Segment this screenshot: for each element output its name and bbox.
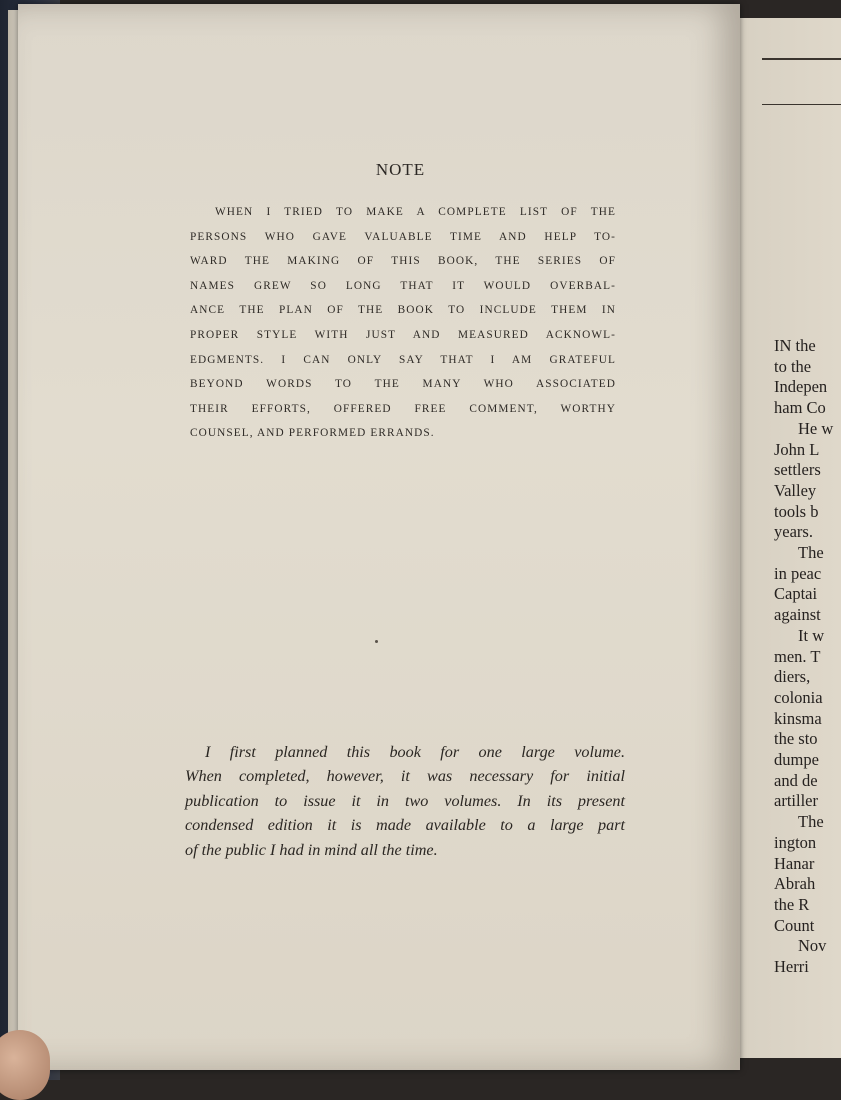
right-line: Herri — [774, 957, 809, 977]
italic-line: When completed, however, it was necessary for initial — [185, 767, 625, 786]
right-line: and de — [774, 770, 818, 790]
right-line: Hanar — [774, 853, 815, 873]
note-line: WARD THE MAKING OF THIS BOOK, THE SERIES OF — [190, 255, 616, 268]
right-line: Captai — [774, 584, 818, 604]
right-line: IN the — [774, 336, 816, 355]
note-line: BEYOND WORDS TO THE MANY WHO ASSOCIATED — [190, 378, 616, 391]
italic-line: I first planned this book for one large volume. — [205, 743, 625, 761]
italic-paragraph — [185, 740, 625, 862]
right-line: against — [774, 605, 821, 625]
note-line: EDGMENTS. I CAN ONLY SAY THAT I AM GRATEFUL — [190, 353, 616, 366]
right-line: to the — [774, 356, 812, 376]
right-line: ham Co — [774, 398, 826, 418]
right-page-text — [774, 336, 833, 978]
right-line: men. T — [774, 646, 821, 666]
note-line: THEIR EFFORTS, OFFERED FREE COMMENT, WORTHY — [190, 402, 616, 415]
italic-line: condensed edition it is made available to a large part — [185, 816, 625, 835]
right-line: Valley — [774, 480, 817, 500]
ink-dot — [375, 640, 378, 643]
right-line: in peac — [774, 563, 822, 583]
right-line: colonia — [774, 687, 823, 707]
right-page-rule — [762, 104, 841, 105]
thumb — [0, 1030, 50, 1100]
note-line: ANCE THE PLAN OF THE BOOK TO INCLUDE THEM IN — [190, 304, 616, 317]
right-line: diers, — [774, 667, 811, 687]
note-line: COUNSEL, AND PERFORMED ERRANDS. — [190, 427, 435, 440]
right-line: dumpe — [774, 750, 819, 770]
right-page-rule — [762, 58, 841, 60]
right-line: tools b — [774, 501, 819, 521]
right-line: artiller — [774, 791, 818, 811]
italic-line: publication to issue it in two volumes. In its present — [185, 791, 625, 810]
note-paragraph — [190, 200, 616, 446]
right-line: He w — [798, 418, 834, 438]
right-line: Count — [774, 915, 815, 935]
right-line: ington — [774, 832, 817, 852]
note-line: PERSONS WHO GAVE VALUABLE TIME AND HELP TO- — [190, 230, 616, 243]
right-line: Nov — [798, 936, 827, 956]
note-title: NOTE — [375, 160, 426, 179]
right-line: Indepen — [774, 377, 828, 397]
right-line: years. — [774, 522, 813, 542]
note-line: NAMES GREW SO LONG THAT IT WOULD OVERBAL- — [190, 279, 616, 292]
right-line: the sto — [774, 729, 818, 749]
right-line: John L — [774, 439, 820, 459]
right-line: It w — [798, 625, 825, 645]
right-line: The — [798, 543, 824, 563]
right-line: kinsma — [774, 708, 822, 728]
italic-line: of the public I had in mind all the time. — [185, 840, 438, 859]
right-line: settlers — [774, 460, 821, 480]
note-line: PROPER STYLE WITH JUST AND MEASURED ACKNOWL- — [190, 328, 616, 341]
right-line: Abrah — [774, 874, 816, 894]
note-line: WHEN I TRIED TO MAKE A COMPLETE LIST OF THE — [215, 206, 616, 218]
right-line: the R — [774, 894, 810, 914]
right-line: The — [798, 812, 824, 832]
